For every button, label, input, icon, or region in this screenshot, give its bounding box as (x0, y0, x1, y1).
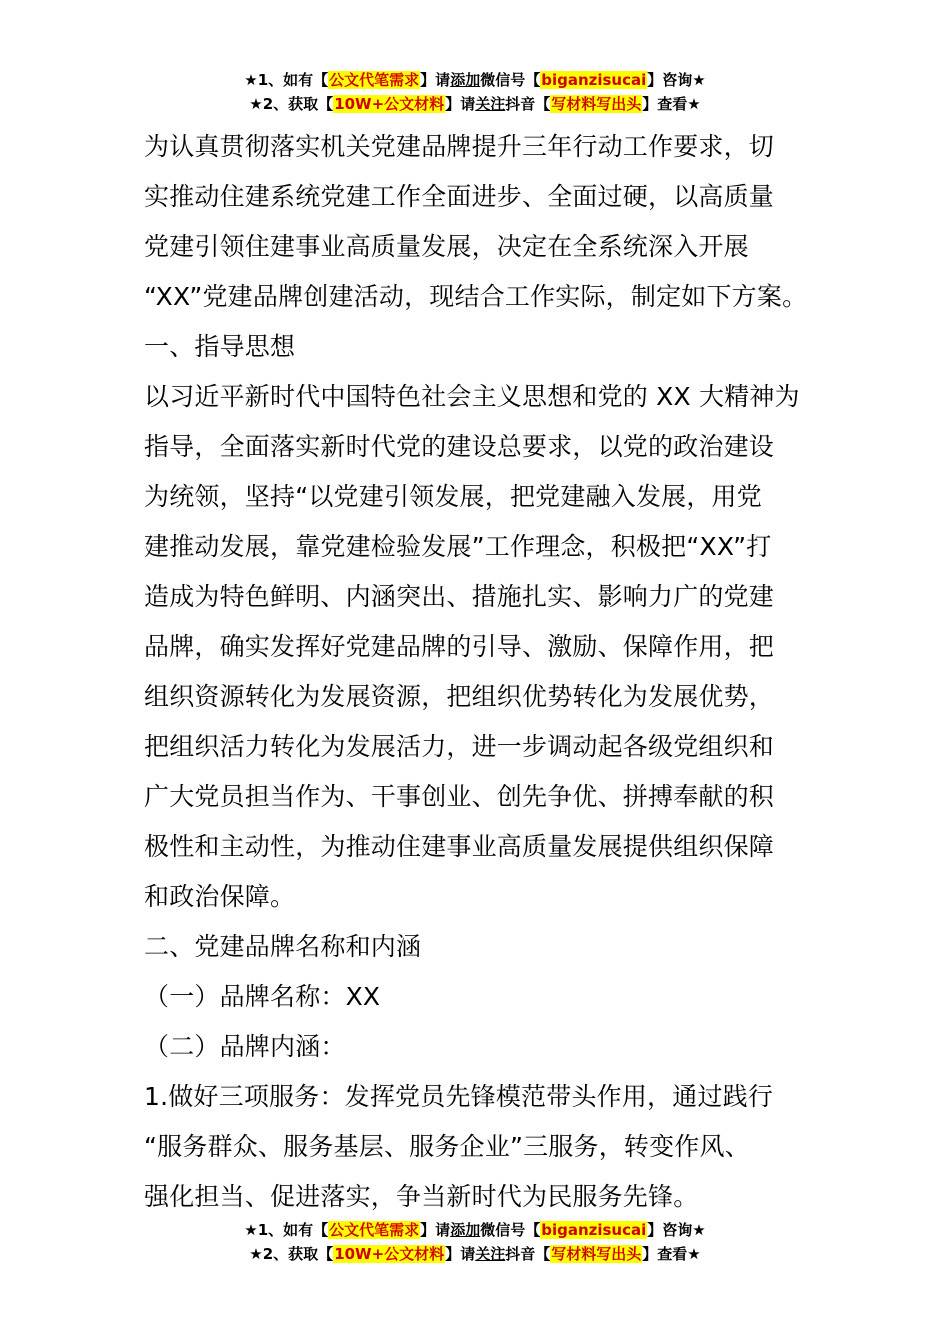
text-line: 强化担当、促进落实，争当新时代为民服务先锋。 (144, 1182, 699, 1211)
text-line: 指导，全面落实新时代党的建设总要求，以党的政治建设 (144, 432, 775, 461)
banner-text: 添加 (450, 1221, 481, 1239)
subsection-heading: （二）品牌内涵： (144, 1032, 346, 1061)
banner-text: 】请 (420, 71, 451, 89)
banner-text: 关注 (475, 95, 506, 113)
banner-text: 微信号【 (480, 71, 541, 89)
highlight-text: 10W+公文材料 (334, 95, 445, 113)
banner-line-1 (0, 1218, 950, 1242)
text-line: 和政治保障。 (144, 882, 296, 911)
text-line: 以习近平新时代中国特色社会主义思想和党的 XX 大精神为 (144, 382, 800, 411)
footer-banner (0, 1218, 950, 1266)
banner-text: ★2、获取【 (249, 95, 334, 113)
section-heading: 二、党建品牌名称和内涵 (144, 932, 422, 961)
text-line: 为认真贯彻落实机关党建品牌提升三年行动工作要求，切 (144, 132, 775, 161)
banner-text: 抖音【 (505, 1245, 551, 1263)
banner-text: ★1、如有【 (244, 71, 329, 89)
banner-line-2 (0, 1242, 950, 1266)
banner-text: 】请 (445, 95, 476, 113)
header-banner (0, 68, 950, 116)
banner-text: 】查看★ (642, 95, 701, 113)
text-line: 为统领，坚持“以党建引领发展，把党建融入发展，用党 (144, 482, 762, 511)
banner-text: 】请 (420, 1221, 451, 1239)
banner-text: 】查看★ (642, 1245, 701, 1263)
text-line: 品牌，确实发挥好党建品牌的引导、激励、保障作用，把 (144, 632, 775, 661)
banner-text: 关注 (475, 1245, 506, 1263)
highlight-text: 公文代笔需求 (329, 71, 420, 89)
document-body (144, 122, 809, 1222)
text-line: 党建引领住建事业高质量发展，决定在全系统深入开展 (144, 232, 749, 261)
highlight-text: 10W+公文材料 (334, 1245, 445, 1263)
banner-text: 添加 (450, 71, 481, 89)
section-heading: 一、指导思想 (144, 332, 296, 361)
text-line: 造成为特色鲜明、内涵突出、措施扎实、影响力广的党建 (144, 582, 775, 611)
banner-text: ★2、获取【 (249, 1245, 334, 1263)
banner-line-1 (0, 68, 950, 92)
highlight-text: 公文代笔需求 (329, 1221, 420, 1239)
subsection-heading: （一）品牌名称：XX (144, 982, 381, 1011)
banner-text: 】咨询★ (647, 1221, 706, 1239)
wechat-id: biganzisucai (541, 1221, 647, 1239)
douyin-account: 写材料写出头 (551, 95, 642, 113)
banner-text: 】请 (445, 1245, 476, 1263)
text-line: 组织资源转化为发展资源，把组织优势转化为发展优势， (144, 682, 775, 711)
banner-text: 抖音【 (505, 95, 551, 113)
text-line: 1.做好三项服务：发挥党员先锋模范带头作用，通过践行 (144, 1082, 774, 1111)
text-line: 建推动发展，靠党建检验发展”工作理念，积极把“XX”打 (144, 532, 772, 561)
banner-line-2 (0, 92, 950, 116)
douyin-account: 写材料写出头 (551, 1245, 642, 1263)
text-line: “XX”党建品牌创建活动，现结合工作实际，制定如下方案。 (144, 282, 808, 311)
text-line: 广大党员担当作为、干事创业、创先争优、拼搏奉献的积 (144, 782, 775, 811)
text-line: “服务群众、服务基层、服务企业”三服务，转变作风、 (144, 1132, 750, 1161)
banner-text: 】咨询★ (647, 71, 706, 89)
wechat-id: biganzisucai (541, 71, 647, 89)
text-line: 极性和主动性，为推动住建事业高质量发展提供组织保障 (144, 832, 775, 861)
banner-text: ★1、如有【 (244, 1221, 329, 1239)
banner-text: 微信号【 (480, 1221, 541, 1239)
text-line: 实推动住建系统党建工作全面进步、全面过硬，以高质量 (144, 182, 775, 211)
text-line: 把组织活力转化为发展活力，进一步调动起各级党组织和 (144, 732, 775, 761)
